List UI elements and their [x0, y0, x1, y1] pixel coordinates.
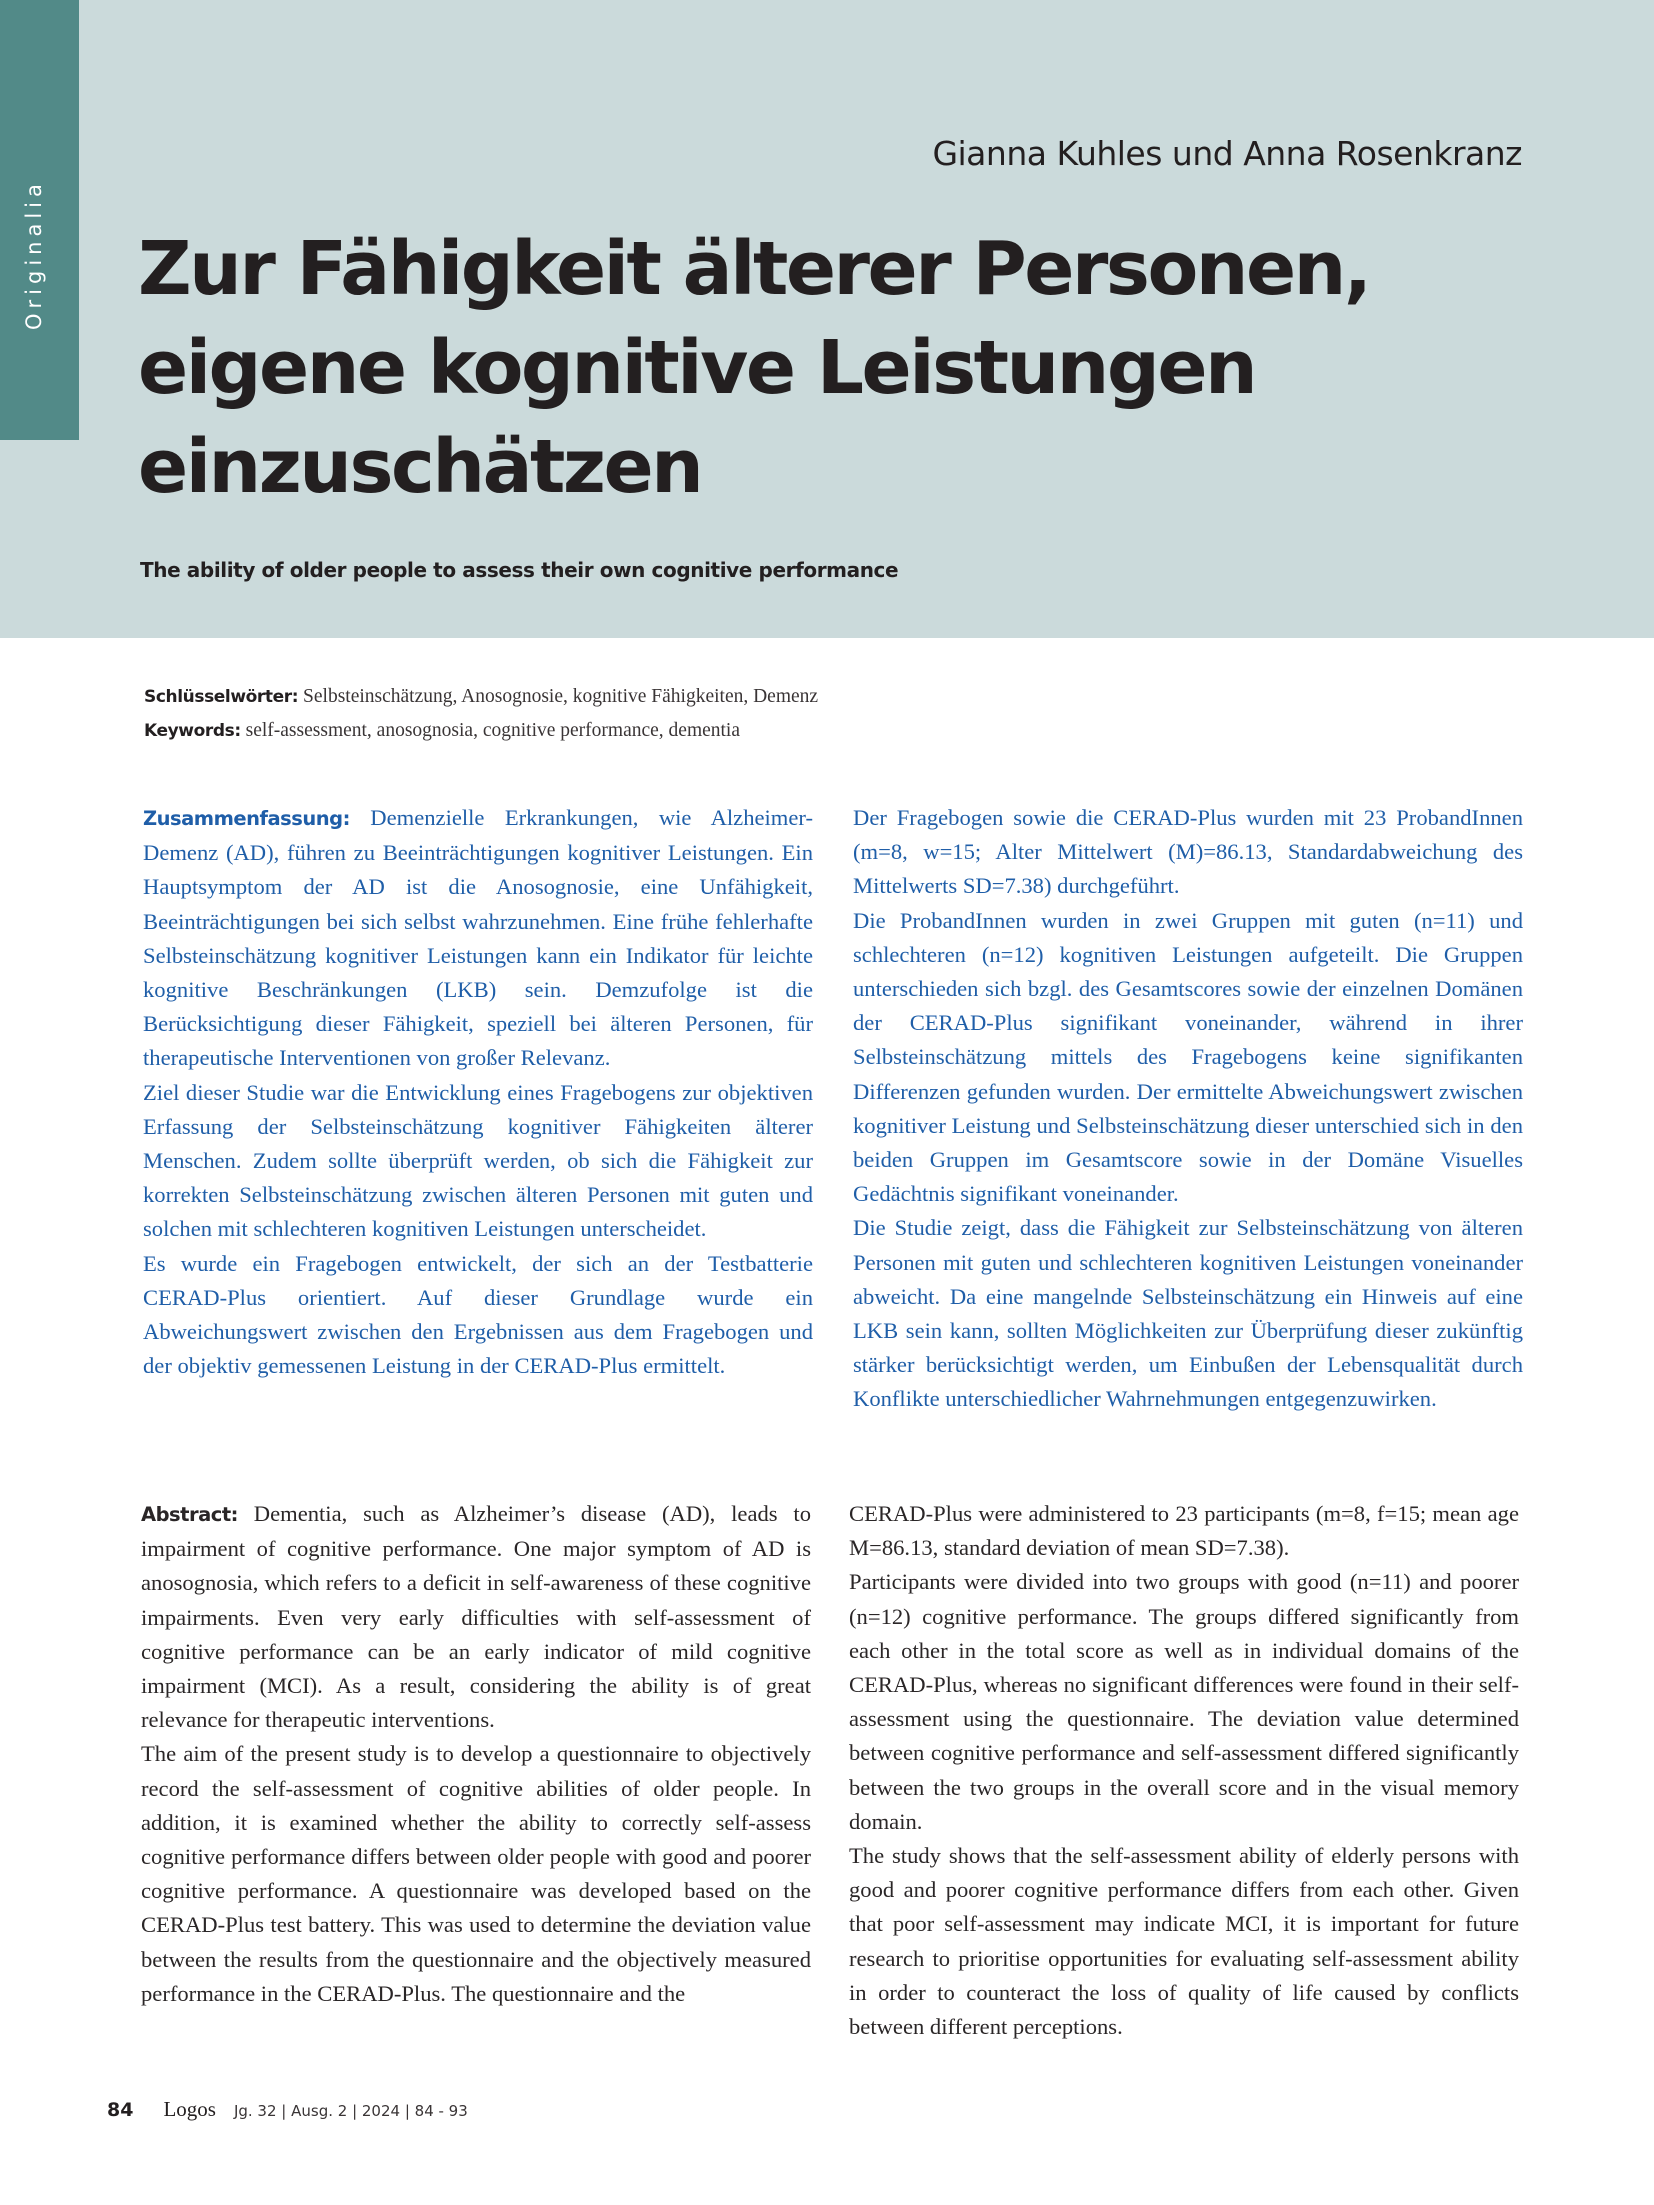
english-subtitle: The ability of older people to assess their own cognitive performance [140, 558, 899, 582]
article-title [138, 220, 1518, 517]
abstract-label: Abstract: [141, 1503, 238, 1526]
keywords-german-value: Selbsteinschätzung, Anosognosie, kognitive Fähigkeiten, Demenz [298, 686, 819, 707]
paragraph [143, 801, 813, 1076]
journal-name: Logos [163, 2097, 216, 2121]
paragraph: Ziel dieser Studie war die Entwicklung eines Fragebogens zur objektiven Erfassung der Selbsteinschätzung kognitiver Fähigkeiten älterer Menschen. Zudem sollte überprüft werden, ob sich die Fähigkeit zur korrekten Selbsteinschätzung zwischen älteren Personen mit guten und solchen mit schlechteren kognitiven Leistungen unterscheidet. [143, 1079, 813, 1242]
paragraph: CERAD-Plus were administered to 23 participants (m=8, f=15; mean age M=86.13, standard deviation of mean SD=7.38). [849, 1501, 1519, 1561]
paragraph-text: Demenzielle Erkrankungen, wie Alzheimer-Demenz (AD), führen zu Beeinträchtigungen kognitiver Leistungen. Ein Hauptsymptom der AD ist die Anosognosie, eine Unfähigkeit, Beeinträchtigungen bei sich selbst wahrzunehmen. Eine frühe fehlerhafte Selbsteinschätzung kognitiver Leistungen kann ein Indikator für leichte kognitive Beschränkungen (LKB) sein. Demzufolge ist die Berücksichtigung dieser Fähigkeit, speziell bei älteren Personen, für therapeutische Interventionen von großer Relevanz. [143, 805, 813, 1071]
paragraph: Participants were divided into two groups with good (n=11) and poorer (n=12) cognitive performance. The groups differed significantly from each other in the total score as well as in individual domains of the CERAD-Plus, whereas no significant differences were found in their self-assessment using the questionnaire. The deviation value determined between cognitive performance and self-assessment differed significantly between the two groups in the overall score and in the visual memory domain. [849, 1569, 1519, 1834]
keywords-block [144, 680, 818, 748]
keywords-english [144, 714, 818, 748]
keywords-english-value: self-assessment, anosognosia, cognitive performance, dementia [240, 720, 741, 741]
abstract-right-column [849, 1497, 1519, 2044]
paragraph: Der Fragebogen sowie die CERAD-Plus wurden mit 23 ProbandInnen (m=8, w=15; Alter Mittelwert (M)=86.13, Standardabweichung des Mittelwerts SD=7.38) durchgeführt. [853, 805, 1523, 899]
section-tab [0, 0, 79, 440]
zusammenfassung-left-column [143, 801, 813, 1383]
authors: Gianna Kuhles und Anna Rosenkranz [932, 134, 1522, 173]
zusammenfassung-label: Zusammenfassung: [143, 807, 350, 830]
keywords-english-label: Keywords: [144, 721, 241, 741]
paragraph: Die ProbandInnen wurden in zwei Gruppen mit guten (n=11) und schlechteren (n=12) kognitiven Leistungen aufgeteilt. Die Gruppen unterschieden sich bzgl. des Gesamtscores sowie der einzelnen Domänen der CERAD-Plus signifikant voneinander, während in ihrer Selbsteinschätzung mittels des Fragebogens keine signifikanten Differenzen gefunden wurden. Der ermittelte Abweichungswert zwischen kognitiver Leistung und Selbsteinschätzung dieser unterschied sich in den beiden Gruppen im Gesamtscore sowie in der Domäne Visuelles Gedächtnis signifikant voneinander. [853, 907, 1523, 1207]
title-line: Zur Fähigkeit älterer Personen, [138, 226, 1370, 312]
title-line: eigene kognitive Leistungen [138, 325, 1256, 411]
issue-info: Jg. 32 | Ausg. 2 | 2024 | 84 - 93 [233, 2102, 468, 2120]
paragraph: The aim of the present study is to develop a questionnaire to objectively record the self-assessment of cognitive abilities of older people. In addition, it is examined whether the ability to correctly self-assess cognitive performance differs between older people with good and poorer cognitive performance. A questionnaire was developed based on the CERAD-Plus test battery. This was used to determine the deviation value between the results from the questionnaire and the objectively measured performance in the CERAD-Plus. The questionnaire and the [141, 1741, 811, 2006]
keywords-german-label: Schlüsselwörter: [144, 687, 299, 707]
paragraph-text: Dementia, such as Alzheimer’s disease (AD), leads to impairment of cognitive performance. One major symptom of AD is anosognosia, which refers to a deficit in self-awareness of these cognitive impairments. Even very early difficulties with self-assessment of cognitive performance can be an early indicator of mild cognitive impairment (MCI). As a result, considering the ability is of great relevance for therapeutic interventions. [141, 1501, 811, 1733]
title-line: einzuschätzen [138, 424, 702, 510]
paragraph: Es wurde ein Fragebogen entwickelt, der sich an der Testbatterie CERAD-Plus orientiert. Auf dieser Grundlage wurde ein Abweichungswert zwischen den Ergebnissen aus dem Fragebogen und der objektiv gemessenen Leistung in der CERAD-Plus ermittelt. [143, 1250, 813, 1379]
paragraph: Die Studie zeigt, dass die Fähigkeit zur Selbsteinschätzung von älteren Personen mit guten und schlechteren kognitiven Leistungen voneinander abweicht. Da eine mangelnde Selbsteinschätzung ein Hinweis auf eine LKB sein kann, sollten Möglichkeiten zur Überprüfung dieser zukünftig stärker berücksichtigt werden, um Einbußen der Lebensqualität durch Konflikte unterschiedlicher Wahrnehmungen entgegenzuwirken. [853, 1215, 1523, 1412]
section-tab-label: Originalia [22, 179, 46, 330]
paragraph [141, 1497, 811, 1737]
page-number: 84 [107, 2099, 134, 2121]
abstract-left-column [141, 1497, 811, 2011]
zusammenfassung-right-column [853, 801, 1523, 1417]
keywords-german [144, 680, 818, 714]
paragraph: The study shows that the self-assessment ability of elderly persons with good and poorer cognitive performance differs from each other. Given that poor self-assessment may indicate MCI, it is important for future research to prioritise opportunities for evaluating self-assessment ability in order to counteract the loss of quality of life caused by conflicts between different perceptions. [849, 1843, 1519, 2040]
page-footer [107, 2097, 468, 2122]
